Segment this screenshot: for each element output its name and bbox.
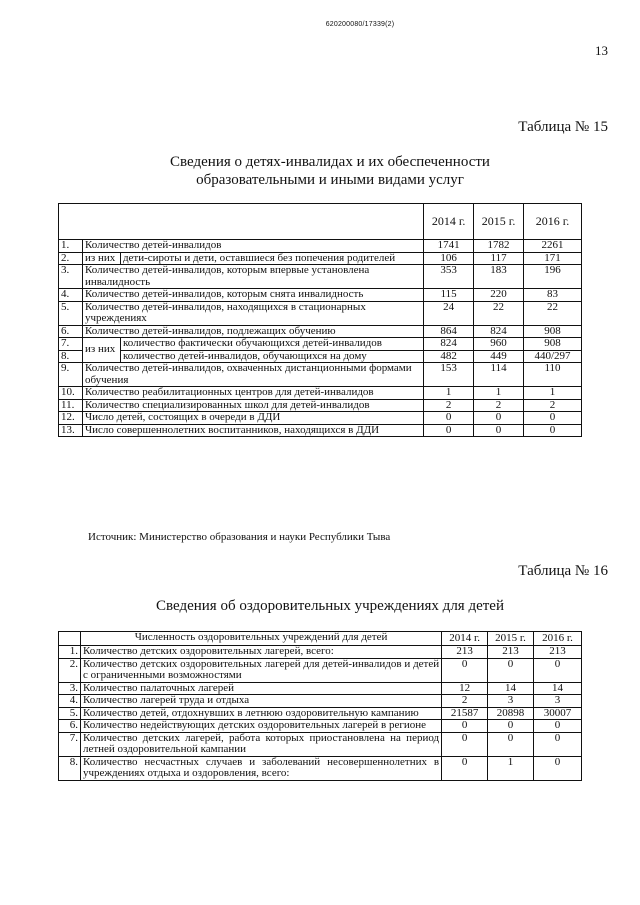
value-cell: 824 — [424, 338, 474, 351]
row-text: Количество детей-инвалидов, которым снята инвалидность — [82, 289, 423, 302]
table16-header-row — [59, 632, 582, 646]
value-cell: 353 — [424, 265, 474, 289]
table15-title-line1: Сведения о детях-инвалидах и их обеспеченности — [170, 154, 490, 170]
value-cell: 1 — [524, 387, 582, 400]
row-text: Число детей, состоящих в очереди в ДДИ — [82, 412, 423, 425]
value-cell: 1 — [424, 387, 474, 400]
row-text: Количество специализированных школ для детей-инвалидов — [82, 399, 423, 412]
table-row — [59, 252, 582, 265]
value-cell: 0 — [474, 424, 524, 437]
value-cell: 106 — [424, 252, 474, 265]
row-index: 1. — [59, 646, 81, 659]
table-row — [59, 424, 582, 437]
row-index: 4. — [59, 695, 81, 708]
value-cell: 1 — [474, 387, 524, 400]
table15-year-2016: 2016 г. — [524, 204, 582, 240]
value-cell: 908 — [524, 338, 582, 351]
value-cell: 908 — [524, 325, 582, 338]
row-index: 3. — [59, 265, 83, 289]
row-text: Количество несчастных случаев и заболеваний несовершеннолетних в учреждениях отдыха и оздоровления, всего: — [80, 756, 441, 780]
value-cell: 0 — [474, 412, 524, 425]
row-text: Количество детских оздоровительных лагерей для детей-инвалидов и детей с ограниченными возможностями — [80, 658, 441, 682]
value-cell: 12 — [442, 682, 488, 695]
value-cell: 1782 — [474, 240, 524, 253]
table15-source: Источник: Министерство образования и науки Республики Тыва — [88, 531, 391, 543]
row-index: 9. — [59, 363, 83, 387]
value-cell: 0 — [534, 720, 582, 733]
value-cell: 482 — [424, 350, 474, 363]
value-cell: 864 — [424, 325, 474, 338]
table15-year-2014: 2014 г. — [424, 204, 474, 240]
value-cell: 0 — [488, 658, 534, 682]
row-text: Количество реабилитационных центров для детей-инвалидов — [82, 387, 423, 400]
table16-header-label: Численность оздоровительных учреждений для детей — [80, 632, 441, 646]
table-row — [59, 301, 582, 325]
value-cell: 83 — [524, 289, 582, 302]
value-cell: 153 — [424, 363, 474, 387]
value-cell: 0 — [524, 412, 582, 425]
row-index: 1. — [59, 240, 83, 253]
row-text: Количество недействующих детских оздоровительных лагерей в регионе — [80, 720, 441, 733]
table15-year-2015: 2015 г. — [474, 204, 524, 240]
document-id: 620200080/17339(2) — [325, 21, 395, 28]
row-text: количество фактически обучающихся детей-инвалидов — [120, 338, 423, 351]
row-index: 2. — [59, 658, 81, 682]
value-cell: 0 — [534, 756, 582, 780]
table-row — [59, 265, 582, 289]
value-cell: 2 — [442, 695, 488, 708]
table-row — [59, 732, 582, 756]
row-index: 12. — [59, 412, 83, 425]
table15-header-blank — [59, 204, 424, 240]
value-cell: 196 — [524, 265, 582, 289]
value-cell: 2 — [474, 399, 524, 412]
value-cell: 0 — [488, 720, 534, 733]
value-cell: 0 — [442, 756, 488, 780]
table-row — [59, 325, 582, 338]
row-text: Количество палаточных лагерей — [80, 682, 441, 695]
value-cell: 171 — [524, 252, 582, 265]
table15-title-line2: образовательными и иными видами услуг — [196, 172, 464, 188]
value-cell: 0 — [442, 720, 488, 733]
table16-title: Сведения об оздоровительных учреждениях для детей — [156, 598, 504, 614]
table16-year-2015: 2015 г. — [488, 632, 534, 646]
table-row — [59, 682, 582, 695]
row-text: Количество детей-инвалидов, находящихся в стационарных учреждениях — [82, 301, 423, 325]
row-text: Количество детей, отдохнувших в летнюю оздоровительную кампанию — [80, 707, 441, 720]
value-cell: 20898 — [488, 707, 534, 720]
table-row — [59, 350, 582, 363]
row-index: 4. — [59, 289, 83, 302]
row-index: 13. — [59, 424, 83, 437]
row-index: 5. — [59, 707, 81, 720]
subgroup-label: из них — [82, 338, 120, 363]
value-cell: 110 — [524, 363, 582, 387]
table-row — [59, 240, 582, 253]
row-index: 7. — [59, 338, 83, 351]
table-row — [59, 363, 582, 387]
value-cell: 3 — [534, 695, 582, 708]
value-cell: 22 — [474, 301, 524, 325]
row-index: 5. — [59, 301, 83, 325]
value-cell: 0 — [534, 658, 582, 682]
row-index: 8. — [59, 350, 83, 363]
value-cell: 114 — [474, 363, 524, 387]
value-cell: 213 — [534, 646, 582, 659]
table16-label: Таблица № 16 — [518, 563, 608, 579]
row-text: Число совершеннолетних воспитанников, находящихся в ДДИ — [82, 424, 423, 437]
table15-title — [0, 153, 640, 189]
row-index: 3. — [59, 682, 81, 695]
value-cell: 0 — [442, 658, 488, 682]
table15-header-row — [59, 204, 582, 240]
row-text: Количество детей-инвалидов, охваченных дистанционными формами обучения — [82, 363, 423, 387]
row-index: 11. — [59, 399, 83, 412]
table-row — [59, 707, 582, 720]
value-cell: 117 — [474, 252, 524, 265]
row-text: Количество лагерей труда и отдыха — [80, 695, 441, 708]
value-cell: 3 — [488, 695, 534, 708]
value-cell: 2261 — [524, 240, 582, 253]
row-text: Количество детских лагерей, работа которых приостановлена на период летней оздоровительной кампании — [80, 732, 441, 756]
table-row — [59, 756, 582, 780]
value-cell: 824 — [474, 325, 524, 338]
value-cell: 21587 — [442, 707, 488, 720]
value-cell: 449 — [474, 350, 524, 363]
row-text: количество детей-инвалидов, обучающихся на дому — [120, 350, 423, 363]
table15-body — [59, 240, 582, 437]
value-cell: 115 — [424, 289, 474, 302]
table16 — [58, 631, 582, 781]
table-row — [59, 658, 582, 682]
value-cell: 1741 — [424, 240, 474, 253]
row-index: 7. — [59, 732, 81, 756]
table-row — [59, 387, 582, 400]
table-row — [59, 399, 582, 412]
row-index: 10. — [59, 387, 83, 400]
value-cell: 24 — [424, 301, 474, 325]
table-row — [59, 720, 582, 733]
table16-body — [59, 646, 582, 781]
table-row — [59, 412, 582, 425]
value-cell: 213 — [488, 646, 534, 659]
value-cell: 2 — [524, 399, 582, 412]
value-cell: 0 — [424, 424, 474, 437]
table15 — [58, 203, 582, 437]
row-text: Количество детей-инвалидов, которым впервые установлена инвалидность — [82, 265, 423, 289]
table-row — [59, 338, 582, 351]
table-row — [59, 695, 582, 708]
row-index: 6. — [59, 325, 83, 338]
value-cell: 0 — [488, 732, 534, 756]
value-cell: 0 — [442, 732, 488, 756]
table16-year-2016: 2016 г. — [534, 632, 582, 646]
value-cell: 183 — [474, 265, 524, 289]
table16-year-2014: 2014 г. — [442, 632, 488, 646]
value-cell: 220 — [474, 289, 524, 302]
value-cell: 22 — [524, 301, 582, 325]
table15-label: Таблица № 15 — [518, 119, 608, 135]
row-text: Количество детей-инвалидов, подлежащих обучению — [82, 325, 423, 338]
table-row — [59, 289, 582, 302]
value-cell: 30007 — [534, 707, 582, 720]
value-cell: 1 — [488, 756, 534, 780]
table16-header-blank — [59, 632, 81, 646]
row-text: дети-сироты и дети, оставшиеся без попечения родителей — [120, 252, 423, 265]
row-index: 2. — [59, 252, 83, 265]
table-row — [59, 646, 582, 659]
value-cell: 14 — [488, 682, 534, 695]
value-cell: 14 — [534, 682, 582, 695]
value-cell: 960 — [474, 338, 524, 351]
value-cell: 2 — [424, 399, 474, 412]
row-index: 6. — [59, 720, 81, 733]
value-cell: 0 — [524, 424, 582, 437]
row-text: Количество детских оздоровительных лагерей, всего: — [80, 646, 441, 659]
row-index: 8. — [59, 756, 81, 780]
value-cell: 440/297 — [524, 350, 582, 363]
value-cell: 0 — [424, 412, 474, 425]
value-cell: 213 — [442, 646, 488, 659]
row-text: Количество детей-инвалидов — [82, 240, 423, 253]
page-number: 13 — [595, 43, 608, 58]
subgroup-label: из них — [82, 252, 120, 265]
value-cell: 0 — [534, 732, 582, 756]
